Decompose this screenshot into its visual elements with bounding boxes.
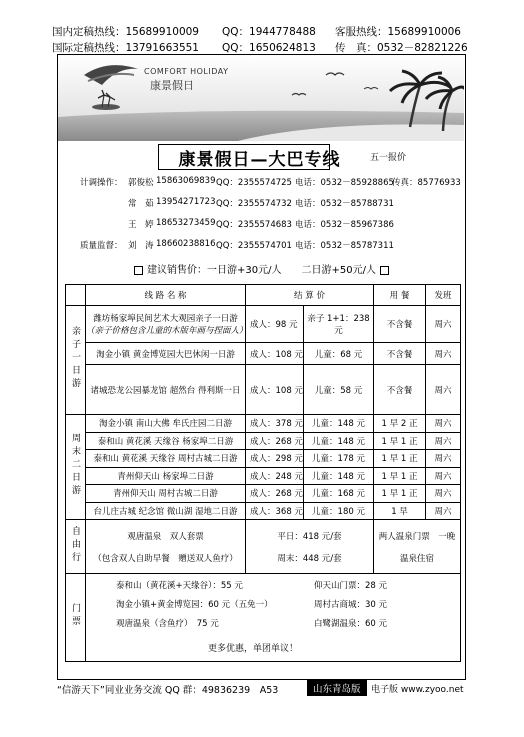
meal: 1 早 1 正 [374, 467, 426, 485]
departure-day: 周六 [426, 415, 461, 433]
flyer-frame [57, 54, 466, 680]
checkbox-square-icon [134, 266, 143, 275]
staff-tel: 电话：0532－85967386 [295, 220, 394, 230]
route-name: 青州仰天山 周村古城二日游 [86, 485, 246, 503]
category-parent-day: 亲子一日游 [66, 306, 86, 415]
route-name: 潍坊杨家埠民间艺术大观园亲子一日游 （亲子价格包含儿童的木版年画与捏面人） [86, 306, 246, 343]
table-header-meal: 用 餐 [374, 285, 426, 306]
staff-tel: 电话：0532－85788731 [295, 199, 394, 209]
table-header-route: 线 路 名 称 [86, 285, 246, 306]
departure-day: 周六 [426, 343, 461, 365]
staff-qq: QQ：2355574701 [216, 241, 292, 251]
table-header-day: 发班 [426, 285, 461, 306]
fax-number: 传 真：0532－82821226 [335, 42, 468, 54]
ticket-tail-note: 更多优惠，单团单议！ [207, 644, 298, 654]
departure-day: 周六 [426, 365, 461, 415]
free-note: 两人温泉门票 一晚 温泉住宿 [374, 520, 461, 574]
child-price: 儿童：168 元 [304, 485, 374, 503]
staff-mobile: 18660238816 [156, 239, 216, 249]
meal: 1 早 [374, 502, 426, 520]
departure-day: 周六 [426, 306, 461, 343]
checkbox-square-icon [380, 266, 389, 275]
staff-qq: QQ：2355574725 [216, 178, 292, 188]
route-name: 泰和山 黄花溪 天缘谷 周村古城二日游 [86, 450, 246, 468]
child-price: 儿童：178 元 [304, 450, 374, 468]
meal: 不含餐 [374, 343, 426, 365]
ticket-right: 白鹭湖温泉：60 元 [314, 619, 388, 629]
staff-name: 刘 涛 [128, 241, 154, 251]
route-name: 淘金小镇 黄金博览园大巴休闲一日游 [86, 343, 246, 365]
child-price: 儿童：148 元 [304, 415, 374, 433]
meal: 不含餐 [374, 365, 426, 415]
meal: 1 早 1 正 [374, 450, 426, 468]
table-header-price: 结 算 价 [246, 285, 374, 306]
staff-tel: 电话：0532－85787311 [295, 241, 394, 251]
free-price: 平日：418 元/套 周末：448 元/套 [246, 520, 374, 574]
route-name: 青州仰天山 杨家埠二日游 [86, 467, 246, 485]
route-name: 台儿庄古城 纪念馆 微山湖 湿地二日游 [86, 502, 246, 520]
ticket-left: 泰和山（黄花溪+天缘谷）：55 元 [116, 581, 243, 591]
intl-qq: QQ：1650624813 [222, 42, 316, 54]
banner-illustration [58, 55, 464, 141]
table-header-corner [66, 285, 86, 306]
footer-brand-badge: 山东青岛版 [307, 680, 367, 696]
route-name: 淘金小镇 南山大佛 牟氏庄园二日游 [86, 415, 246, 433]
category-weekend: 周末二日游 [66, 415, 86, 520]
free-package: 观唐温泉 双人套票 （包含双人自助早餐 赠送双人鱼疗） [86, 520, 246, 574]
route-name: 诸城恐龙公园暴龙馆 超然台 得利斯一日 [86, 365, 246, 415]
adult-price: 成人：378 元 [246, 415, 304, 433]
hotline-row-1 [52, 24, 472, 38]
staff-tel: 电话：0532－85928865 [295, 178, 394, 188]
category-free: 自由行 [66, 520, 86, 574]
adult-price: 成人：368 元 [246, 502, 304, 520]
footer-website: 电子版 www.zyoo.net [371, 685, 464, 695]
adult-price: 成人：248 元 [246, 467, 304, 485]
staff-mobile: 13954271723 [156, 197, 216, 207]
meal: 1 早 2 正 [374, 415, 426, 433]
page-title: 康景假日—大巴专线 [178, 150, 341, 170]
child-price: 亲子 1+1：238 元 [304, 306, 374, 343]
domestic-hotline: 国内定稿热线：15689910009 [52, 26, 199, 38]
adult-price: 成人：268 元 [246, 485, 304, 503]
adult-price: 成人：108 元 [246, 343, 304, 365]
ticket-list [86, 574, 461, 662]
child-price: 儿童：58 元 [304, 365, 374, 415]
brand-english: COMFORT HOLIDAY [144, 67, 229, 76]
adult-price: 成人：298 元 [246, 450, 304, 468]
staff-name: 郭俊松 [128, 178, 154, 188]
departure-day: 周六 [426, 502, 461, 520]
brand-chinese: 康景假日 [150, 79, 194, 92]
ticket-left: 观唐温泉（含鱼疗） 75 元 [116, 619, 219, 629]
domestic-qq: QQ：1944778488 [222, 26, 316, 38]
departure-day: 周六 [426, 450, 461, 468]
ticket-right: 周村古商城：30 元 [314, 600, 388, 610]
footer-qq-group: “信游天下”同业业务交流 QQ 群：49836239 A53 [57, 685, 279, 696]
departure-day: 周六 [426, 485, 461, 503]
child-price: 儿童：68 元 [304, 343, 374, 365]
staff-mobile: 18653273459 [156, 218, 216, 228]
child-price: 儿童：148 元 [304, 467, 374, 485]
staff-mobile: 15863069839 [156, 176, 216, 186]
departure-day: 周六 [426, 467, 461, 485]
child-price: 儿童：148 元 [304, 432, 374, 450]
meal: 不含餐 [374, 306, 426, 343]
price-period: 五一报价 [370, 153, 407, 163]
staff-name: 常 茹 [128, 199, 154, 209]
staff-qq: QQ：2355574732 [216, 199, 292, 209]
ticket-right: 仰天山门票：28 元 [314, 581, 388, 591]
ticket-left: 淘金小镇+黄金博览园：60 元（五免一） [116, 600, 273, 610]
suggested-price-text: 建议销售价：一日游+30元/人 二日游+50元/人 [147, 265, 376, 276]
staff-name: 王 婷 [128, 220, 154, 230]
category-ticket: 门票 [66, 574, 86, 662]
departure-day: 周六 [426, 432, 461, 450]
child-price: 儿童：180 元 [304, 502, 374, 520]
meal: 1 早 1 正 [374, 485, 426, 503]
staff-role: 质量监督： [80, 241, 123, 251]
adult-price: 成人：268 元 [246, 432, 304, 450]
suggested-price [58, 261, 465, 276]
staff-fax: 传真：85776933 [392, 178, 461, 188]
staff-role: 计调操作： [80, 178, 123, 188]
adult-price: 成人：98 元 [246, 306, 304, 343]
route-table [65, 284, 461, 662]
adult-price: 成人：108 元 [246, 365, 304, 415]
intl-hotline: 国际定稿热线：13791663551 [52, 42, 199, 54]
route-name: 泰和山 黄花溪 天缘谷 杨家埠二日游 [86, 432, 246, 450]
service-hotline: 客服热线：15689910006 [335, 26, 461, 38]
staff-qq: QQ：2355574683 [216, 220, 292, 230]
meal: 1 早 1 正 [374, 432, 426, 450]
hotline-row-2 [52, 40, 472, 54]
